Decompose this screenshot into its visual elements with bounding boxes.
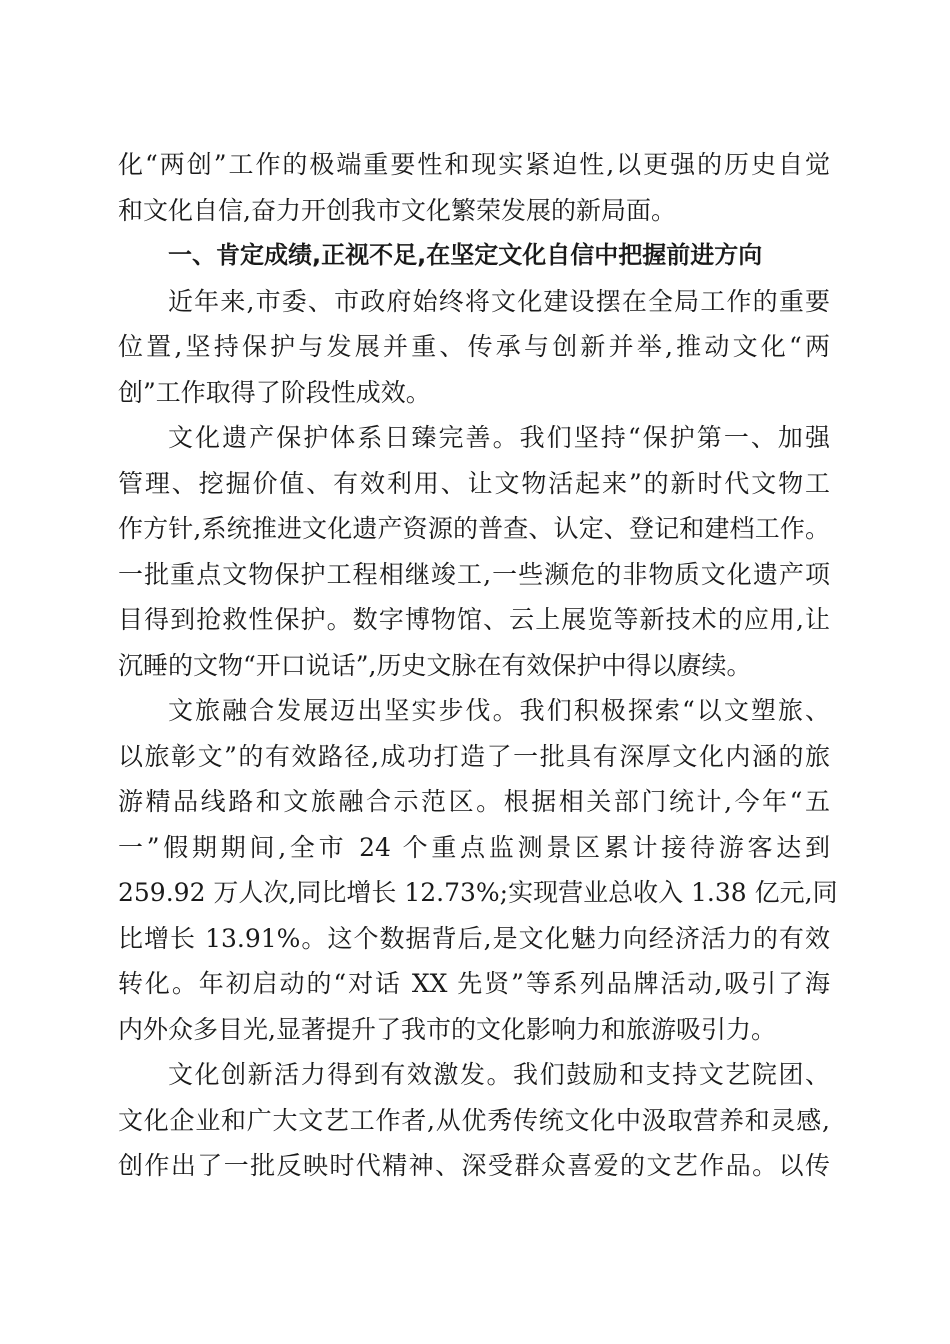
body-line: 一批重点文物保护工程相继竣工,一些濒危的非物质文化遗产项 bbox=[118, 559, 830, 589]
body-line: 文化创新活力得到有效激发。我们鼓励和支持文艺院团、 bbox=[168, 1060, 830, 1089]
body-line: 比增长 13.91%。这个数据背后,是文化魅力向经济活力的有效 bbox=[118, 923, 830, 953]
body-line: 以旅彰文”的有效路径,成功打造了一批具有深厚文化内涵的旅 bbox=[118, 741, 830, 771]
body-line: 创”工作取得了阶段性成效。 bbox=[118, 377, 431, 407]
body-line: 沉睡的文物“开口说话”,历史文脉在有效保护中得以赓续。 bbox=[118, 650, 752, 680]
body-line: 目得到抢救性保护。数字博物馆、云上展览等新技术的应用,让 bbox=[118, 605, 830, 634]
body-line: 化“两创”工作的极端重要性和现实紧迫性,以更强的历史自觉 bbox=[118, 150, 830, 179]
body-line: 转化。年初启动的“对话 XX 先贤”等系列品牌活动,吸引了海 bbox=[118, 969, 830, 998]
body-line: 管理、挖掘价值、有效利用、让文物活起来”的新时代文物工 bbox=[118, 468, 830, 498]
body-line: 创作出了一批反映时代精神、深受群众喜爱的文艺作品。以传 bbox=[118, 1151, 830, 1180]
body-line: 文化遗产保护体系日臻完善。我们坚持“保护第一、加强 bbox=[168, 423, 830, 452]
body-line: 259.92 万人次,同比增长 12.73%;实现营业总收入 1.38 亿元,同 bbox=[118, 878, 838, 907]
body-line: 作方针,系统推进文化遗产资源的普查、认定、登记和建档工作。 bbox=[118, 514, 830, 543]
document-body bbox=[118, 142, 838, 1189]
body-line: 内外众多目光,显著提升了我市的文化影响力和旅游吸引力。 bbox=[118, 1014, 776, 1044]
body-line: 一”假期期间,全市 24 个重点监测景区累计接待游客达到 bbox=[118, 832, 830, 862]
section-heading: 一、肯定成绩,正视不足,在坚定文化自信中把握前进方向 bbox=[168, 241, 763, 269]
body-line: 文旅融合发展迈出坚实步伐。我们积极探索“以文塑旅、 bbox=[168, 696, 830, 725]
body-line: 位置,坚持保护与发展并重、传承与创新并举,推动文化“两 bbox=[118, 332, 830, 361]
body-line: 游精品线路和文旅融合示范区。根据相关部门统计,今年“五 bbox=[118, 787, 830, 816]
body-line: 近年来,市委、市政府始终将文化建设摆在全局工作的重要 bbox=[168, 286, 830, 316]
body-line: 文化企业和广大文艺工作者,从优秀传统文化中汲取营养和灵感, bbox=[118, 1105, 830, 1135]
body-line: 和文化自信,奋力开创我市文化繁荣发展的新局面。 bbox=[118, 195, 676, 225]
